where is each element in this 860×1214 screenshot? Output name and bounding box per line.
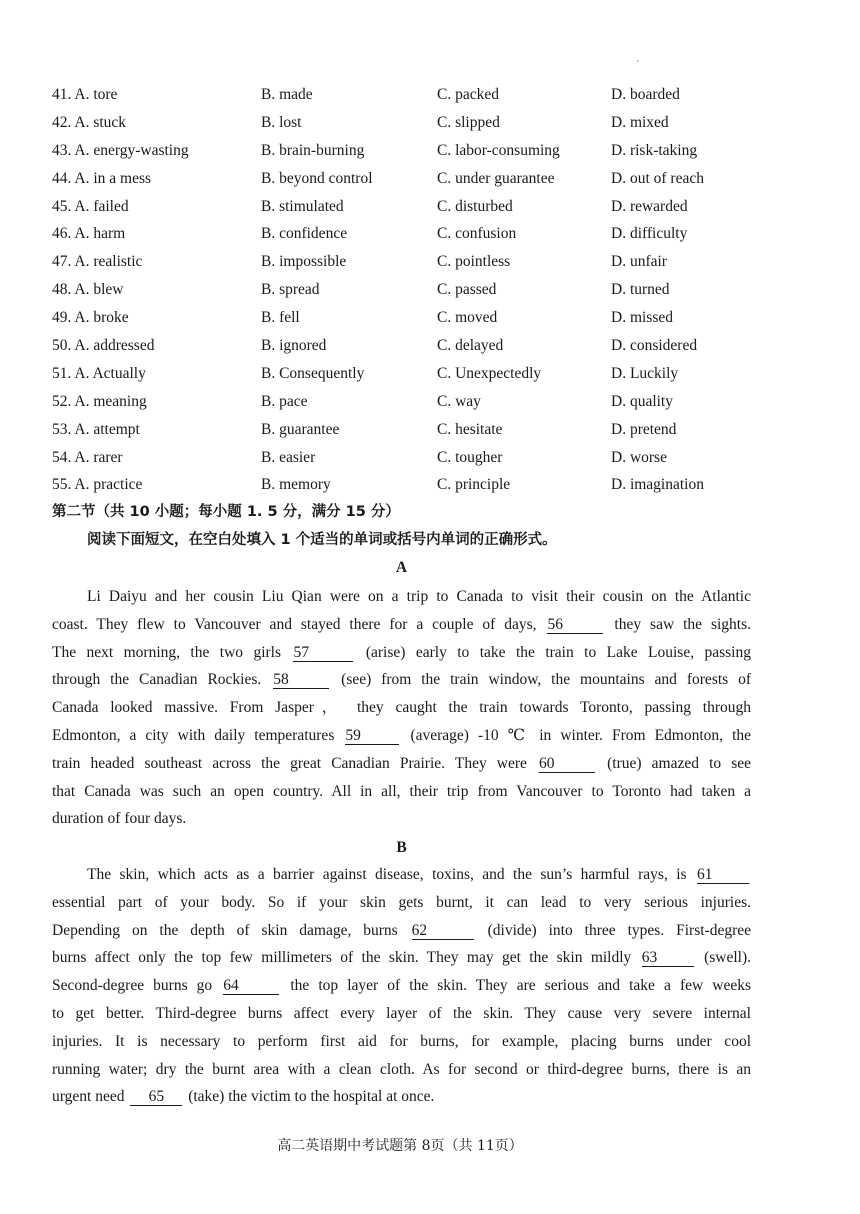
passage-text: the top layer of the skin. They are serious and take a few weeks [290, 977, 752, 995]
answer-blank[interactable]: 63 [642, 949, 694, 967]
option-d: D. Luckily [611, 364, 679, 382]
option-d: D. out of reach [611, 169, 704, 187]
option-d: D. risk-taking [611, 141, 698, 159]
passage-text: through the Canadian Rockies. [52, 671, 262, 689]
passage-line [52, 917, 751, 945]
option-row [52, 109, 772, 137]
option-c: C. delayed [437, 337, 504, 355]
option-b: B. memory [261, 476, 331, 494]
passage-b-heading: B [396, 839, 407, 856]
option-a: 47. A. realistic [52, 253, 143, 271]
option-row [52, 304, 772, 332]
option-b: B. brain-burning [261, 141, 365, 159]
option-c: C. labor-consuming [437, 141, 560, 159]
passage-text: injuries. It is necessary to perform first aid for burns, for example, placing burns under cool [52, 1032, 751, 1050]
option-a: 49. A. broke [52, 309, 129, 327]
option-c: C. disturbed [437, 197, 513, 215]
passage-text: coast. They flew to Vancouver and stayed there for a couple of days, [52, 615, 537, 633]
option-b: B. lost [261, 113, 302, 131]
option-c: C. pointless [437, 253, 511, 271]
option-row [52, 332, 772, 360]
option-row [52, 220, 772, 248]
passage-text: (swell). [704, 949, 752, 967]
option-b: B. beyond control [261, 169, 373, 187]
passage-text: (take) the victim to the hospital at once. [188, 1088, 435, 1106]
passage-text: Canada looked massive. From Jasper， they caught the train towards Toronto, passing through [52, 699, 751, 717]
answer-blank[interactable]: 56 [547, 616, 603, 634]
option-b: B. confidence [261, 225, 348, 243]
option-a: 55. A. practice [52, 476, 143, 494]
option-c: C. confusion [437, 225, 517, 243]
passage-text: duration of four days. [52, 810, 187, 828]
passage-text: running water; dry the burnt area with a clean cloth. As for second or third-degree burns, there is an [52, 1060, 751, 1078]
passage-text: (average) -10 ℃ in winter. From Edmonton, the [410, 726, 752, 744]
passage-text: they saw the sights. [614, 615, 752, 633]
option-c: C. slipped [437, 113, 500, 131]
option-row [52, 388, 772, 416]
option-b: B. made [261, 86, 313, 103]
option-d: D. pretend [611, 420, 677, 438]
passage-text: Second-degree burns go [52, 977, 213, 995]
option-c: C. packed [437, 86, 499, 103]
answer-blank[interactable]: 57 [293, 644, 353, 662]
passage-a [52, 583, 751, 833]
option-b: B. ignored [261, 337, 327, 355]
option-a: 44. A. in a mess [52, 169, 152, 187]
option-a: 46. A. harm [52, 225, 126, 243]
option-row [52, 444, 772, 472]
option-b: B. Consequently [261, 364, 365, 382]
option-row [52, 193, 772, 221]
passage-line [52, 639, 751, 667]
answer-blank[interactable]: 59 [345, 727, 399, 745]
option-c: C. moved [437, 309, 498, 327]
answer-blank[interactable]: 64 [223, 977, 279, 995]
answer-blank[interactable]: 65 [130, 1088, 182, 1106]
passage-text: (arise) early to take the train to Lake Louise, passing [365, 643, 751, 661]
passage-text: (divide) into three types. First-degree [487, 921, 752, 939]
passage-text: (see) from the train window, the mountains and forests of [341, 671, 752, 689]
passage-line [52, 861, 751, 889]
passage-text: burns affect only the top few millimeters of the skin. They may get the skin mildly [52, 949, 632, 967]
option-b: B. guarantee [261, 420, 340, 438]
option-d: D. mixed [611, 113, 669, 131]
passage-line [52, 972, 751, 1000]
passage-line [52, 1028, 751, 1056]
passage-text: urgent need [52, 1088, 125, 1106]
option-a: 43. A. energy-wasting [52, 141, 189, 159]
option-d: D. missed [611, 309, 673, 327]
option-d: D. difficulty [611, 225, 688, 243]
scan-speck [637, 60, 639, 62]
passage-text: essential part of your body. So if your skin gets burnt, it can lead to very serious injuries. [52, 893, 751, 911]
option-row [52, 471, 772, 499]
section-title: 第二节（共 10 小题；每小题 1. 5 分，满分 15 分） [52, 504, 400, 520]
passage-line [52, 889, 751, 917]
option-b: B. stimulated [261, 197, 344, 215]
option-d: D. boarded [611, 86, 680, 103]
option-a: 54. A. rarer [52, 448, 123, 466]
option-row [52, 137, 772, 165]
passage-line [52, 805, 751, 833]
option-d: D. considered [611, 337, 698, 355]
option-d: D. turned [611, 281, 670, 299]
passage-line [52, 1056, 751, 1084]
passage-line [52, 583, 751, 611]
passage-text: (true) amazed to see [607, 754, 752, 772]
passage-text: Li Daiyu and her cousin Liu Qian were on a trip to Canada to visit their cousin on the Atlantic [87, 588, 751, 605]
answer-blank[interactable]: 61 [697, 866, 749, 884]
option-c: C. passed [437, 281, 497, 299]
passage-text: train headed southeast across the great Canadian Prairie. They were [52, 754, 527, 772]
option-b: B. fell [261, 309, 300, 327]
passage-line [52, 1000, 751, 1028]
passage-line [52, 750, 751, 778]
option-c: C. way [437, 392, 481, 410]
passage-text: The next morning, the two girls [52, 643, 282, 661]
passage-line [52, 944, 751, 972]
option-d: D. imagination [611, 476, 704, 494]
option-d: D. worse [611, 448, 667, 466]
passage-line [52, 611, 751, 639]
option-row [52, 360, 772, 388]
option-b: B. easier [261, 448, 316, 466]
option-a: 48. A. blew [52, 281, 124, 299]
passage-text: Edmonton, a city with daily temperatures [52, 726, 335, 744]
option-a: 41. A. tore [52, 86, 118, 103]
option-row [52, 416, 772, 444]
answer-blank[interactable]: 62 [412, 922, 474, 940]
passage-line [52, 666, 751, 694]
option-a: 50. A. addressed [52, 337, 155, 355]
page-footer: 高二英语期中考试题第 8页（共 11页） [277, 1138, 523, 1154]
option-b: B. impossible [261, 253, 347, 271]
option-c: C. hesitate [437, 420, 503, 438]
answer-blank[interactable]: 60 [539, 755, 595, 773]
option-row [52, 276, 772, 304]
passage-text: that Canada was such an open country. All in all, their trip from Vancouver to Toronto had taken a [52, 782, 751, 800]
passage-text: Depending on the depth of skin damage, burns [52, 921, 398, 939]
passage-text: to get better. Third-degree burns affect every layer of the skin. They cause very severe internal [52, 1004, 751, 1022]
answer-options-table [52, 81, 772, 499]
answer-blank[interactable]: 58 [273, 671, 329, 689]
option-c: C. Unexpectedly [437, 364, 542, 382]
passage-line [52, 1083, 751, 1111]
section-instruction: 阅读下面短文，在空白处填入 1 个适当的单词或括号内单词的正确形式。 [87, 532, 557, 548]
option-d: D. rewarded [611, 197, 688, 215]
passage-line [52, 778, 751, 806]
passage-b [52, 861, 751, 1111]
option-a: 42. A. stuck [52, 113, 127, 131]
option-a: 52. A. meaning [52, 392, 147, 410]
option-b: B. pace [261, 392, 308, 410]
option-row [52, 81, 772, 109]
option-b: B. spread [261, 281, 320, 299]
option-c: C. under guarantee [437, 169, 555, 187]
option-d: D. unfair [611, 253, 667, 271]
passage-line [52, 722, 751, 750]
passage-text: The skin, which acts as a barrier against disease, toxins, and the sun’s harmful rays, is [87, 866, 687, 883]
option-a: 53. A. attempt [52, 420, 140, 438]
option-c: C. principle [437, 476, 511, 494]
passage-a-heading: A [395, 559, 408, 576]
option-d: D. quality [611, 392, 673, 410]
option-a: 45. A. failed [52, 197, 129, 215]
option-row [52, 165, 772, 193]
option-a: 51. A. Actually [52, 364, 146, 382]
option-row [52, 248, 772, 276]
passage-line [52, 694, 751, 722]
option-c: C. tougher [437, 448, 503, 466]
